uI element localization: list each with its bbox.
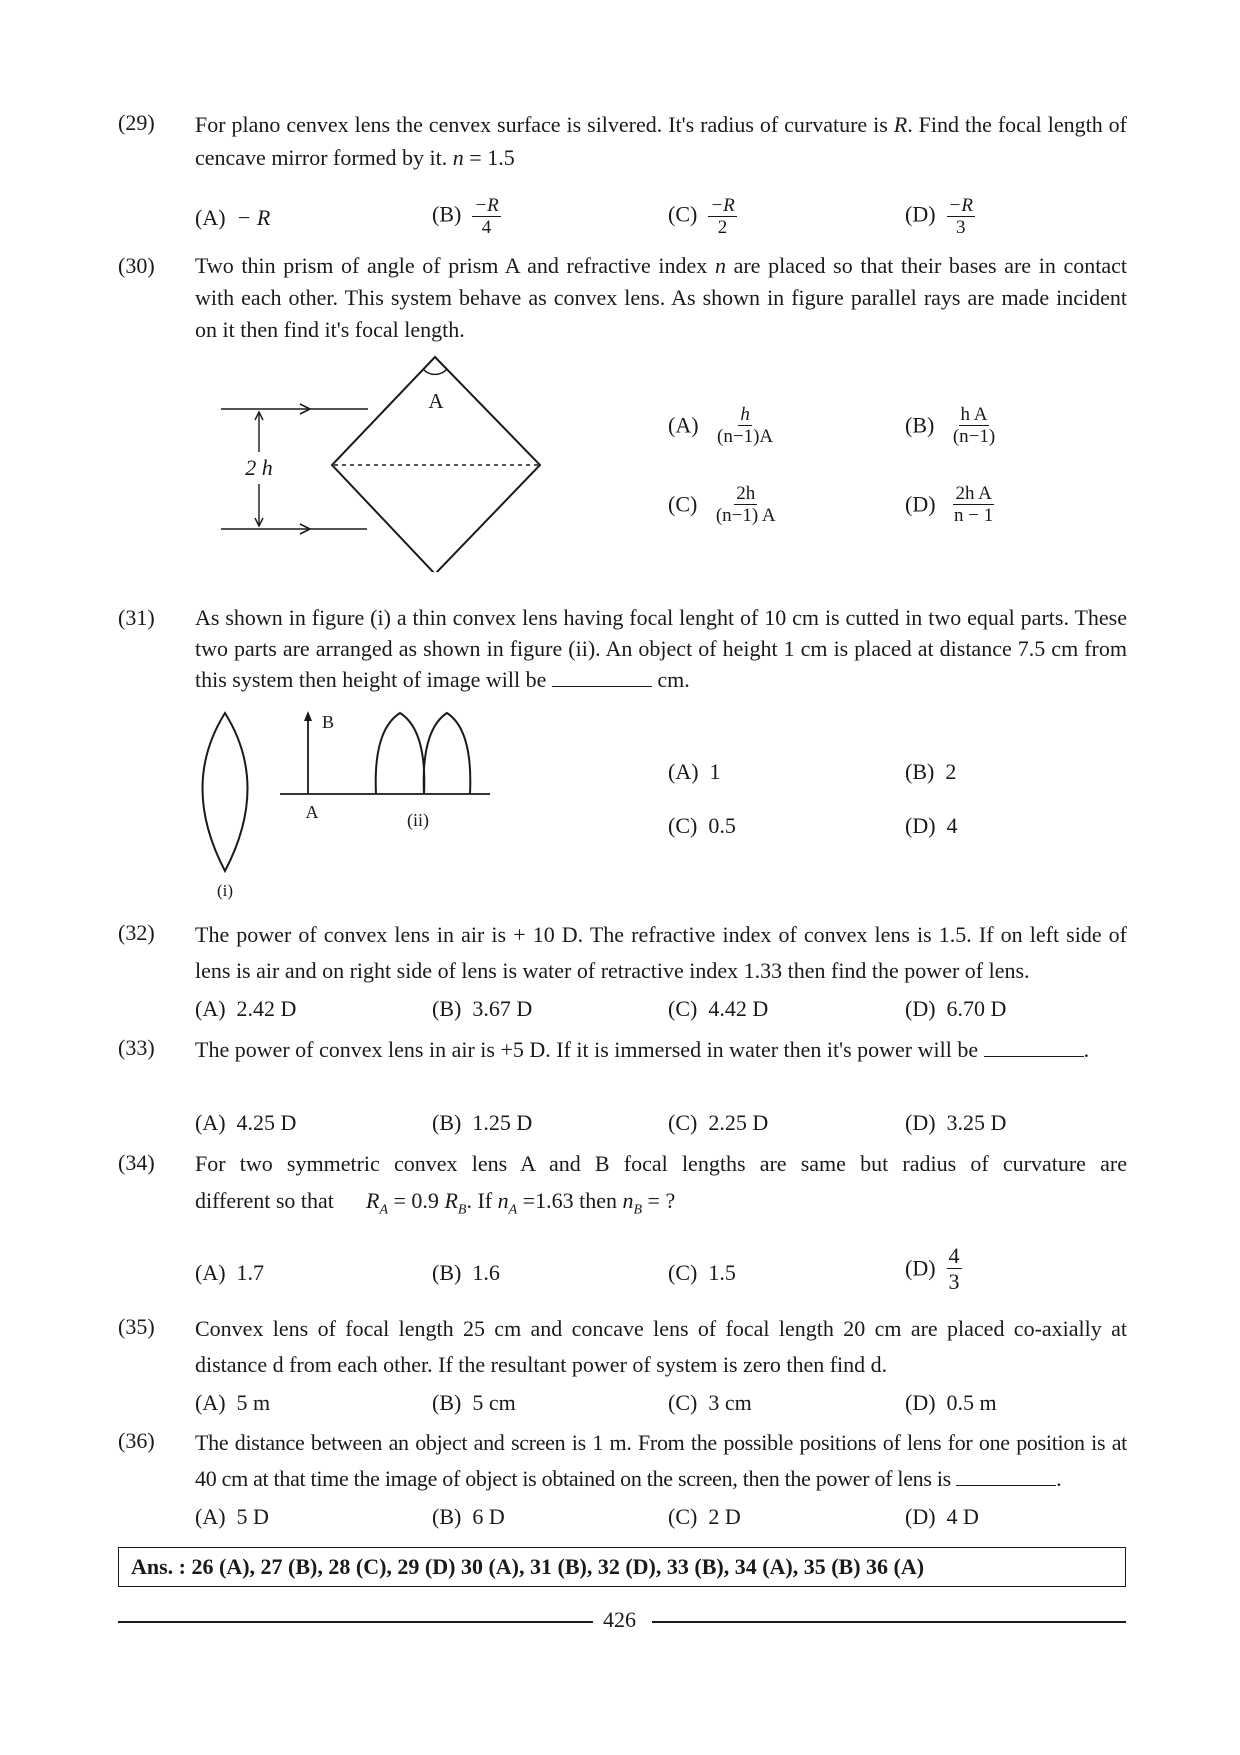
- q36-option-d[interactable]: (D) 4 D: [905, 1504, 979, 1529]
- figure-i-label: (i): [216, 881, 234, 900]
- q29-option-b-fraction: $\frac{-R}{4}$: [474, 195, 499, 238]
- answer-blank: [956, 1485, 1056, 1486]
- question-34-number: (34): [118, 1150, 155, 1175]
- q36-option-c[interactable]: (C) 2 D: [668, 1504, 741, 1529]
- q30-option-d[interactable]: (D) $\frac{\text{2h A}}{n - 1}$: [905, 483, 994, 526]
- page-number: 426: [603, 1607, 636, 1632]
- question-33-text: [195, 1032, 1127, 1068]
- q29-text-part: . Find the focal length of cencave mirror formed by it.: [195, 112, 1127, 170]
- convex-lens-full: [203, 713, 248, 871]
- q34-line-1: For two symmetric convex lens A and B focal lengths are same but radius of curvature are: [195, 1151, 1127, 1176]
- question-35-number: (35): [118, 1314, 155, 1339]
- q31-option-b[interactable]: (B) 2: [905, 759, 957, 784]
- q33-text-part: The power of convex lens in air is +5 D. If it is immersed in water then it's power will be: [195, 1037, 984, 1062]
- q29-option-c[interactable]: (C) $\frac{-R}{2}$: [668, 195, 735, 238]
- q34-option-d-fraction: $\frac{4}{3}$: [948, 1243, 960, 1294]
- q29-option-d-fraction: $\frac{-R}{3}$: [948, 195, 973, 238]
- answer-blank: [552, 686, 652, 687]
- q35-option-d[interactable]: (D) 0.5 m: [905, 1390, 997, 1415]
- question-29-number: (29): [118, 110, 155, 135]
- question-35-text: Convex lens of focal length 25 cm and concave lens of focal length 20 cm are placed co-axially at distance d from each other. If the resultant power of system is zero then find d.: [195, 1316, 1127, 1377]
- q30-option-c[interactable]: (C) $\frac{2h}{(n-1) A}$: [668, 483, 776, 526]
- q36-option-b[interactable]: (B) 6 D: [432, 1504, 505, 1529]
- q30-text-part: Two thin prism of angle of prism A and refractive index: [195, 253, 715, 278]
- q36-option-a[interactable]: (A) 5 D: [195, 1504, 269, 1529]
- question-34-text: [195, 1147, 1127, 1180]
- question-36-text: [195, 1425, 1127, 1497]
- q33-text-part: .: [1083, 1037, 1090, 1062]
- question-29-text: [195, 108, 1127, 174]
- answer-blank: [984, 1056, 1084, 1057]
- q29-text-part: = 1.5: [463, 145, 515, 170]
- q31-option-c[interactable]: (C) 0.5: [668, 813, 736, 838]
- q34-different-so-that: different so that: [195, 1188, 334, 1213]
- object-top-label: B: [321, 712, 335, 732]
- q35-option-a[interactable]: (A) 5 m: [195, 1390, 271, 1415]
- half-lens-right: [424, 713, 471, 794]
- q29-var-r: R: [893, 112, 908, 137]
- q29-var-n: n: [452, 145, 464, 170]
- q34-option-a[interactable]: (A) 1.7: [195, 1260, 265, 1285]
- q30-var-n: n: [714, 253, 726, 278]
- q32-option-c[interactable]: (C) 4.42 D: [668, 996, 769, 1021]
- q31-option-a[interactable]: (A) 1: [668, 759, 721, 784]
- object-arrowhead: [304, 711, 312, 721]
- question-36-number: (36): [118, 1428, 155, 1453]
- question-33-number: (33): [118, 1035, 155, 1060]
- q29-option-a[interactable]: (A) − R: [195, 205, 271, 230]
- q33-option-a[interactable]: (A) 4.25 D: [195, 1110, 297, 1135]
- q29-option-b[interactable]: (B) $\frac{-R}{4}$: [432, 195, 499, 238]
- q30-option-a-fraction: $\frac{h}{(n-1)A}$: [717, 404, 774, 447]
- footer-rule-left: [118, 1621, 593, 1623]
- half-lens-left: [376, 713, 425, 794]
- q34-option-c[interactable]: (C) 1.5: [668, 1260, 736, 1285]
- q33-option-b[interactable]: (B) 1.25 D: [432, 1110, 533, 1135]
- question-30-text: [195, 250, 1127, 346]
- object-base-label: A: [305, 802, 319, 822]
- question-32-number: (32): [118, 920, 155, 945]
- q34-option-d[interactable]: (D) $\frac{4}{3}$: [905, 1243, 960, 1294]
- figure-ii-label: (ii): [407, 810, 429, 830]
- answer-key-box: Ans. : 26 (A), 27 (B), 28 (C), 29 (D) 30 (A), 31 (B), 32 (D), 33 (B), 34 (A), 35 (B) 36 (A): [118, 1547, 1126, 1587]
- q31-text-part: As shown in figure (i) a thin convex lens having focal lenght of 10 cm is cutted in two equal parts. These two parts are arranged as shown in figure (ii). An object of height 1 cm is placed at distance 7.5 cm from this system then height of image will be: [195, 605, 1127, 692]
- q33-option-c[interactable]: (C) 2.25 D: [668, 1110, 769, 1135]
- q29-text-part: For plano cenvex lens the cenvex surface is silvered. It's radius of curvature is: [195, 112, 894, 137]
- q36-text-part: .: [1056, 1466, 1062, 1491]
- footer-rule-right: [652, 1621, 1126, 1623]
- prism-diagram: [215, 352, 555, 572]
- q30-text-part: are placed so that their bases are in contact with each other. This system behave as convex lens. As shown in figure parallel rays are made incident on it then find it's focal length.: [195, 253, 1127, 342]
- q33-option-d[interactable]: (D) 3.25 D: [905, 1110, 1007, 1135]
- question-31-text: [195, 602, 1127, 695]
- q32-option-d[interactable]: (D) 6.70 D: [905, 996, 1007, 1021]
- q36-text-part: The distance between an object and screen is 1 m. From the possible positions of lens for one position is at 40 cm at that time the image of object is obtained on the screen, then the power of lens is: [195, 1430, 1127, 1491]
- q34-option-b[interactable]: (B) 1.6: [432, 1260, 500, 1285]
- q30-option-c-fraction: $\frac{2h}{(n-1) A}$: [715, 483, 776, 526]
- apex-angle-arc: [423, 369, 447, 374]
- q30-option-a[interactable]: (A) $\frac{h}{(n-1)A}$: [668, 404, 774, 447]
- question-32-text: The power of convex lens in air is + 10 D. The refractive index of convex lens is 1.5. If on left side of lens is air and on right side of lens is water of retractive index 1.33 then find the power of lens.: [195, 922, 1127, 983]
- lens-diagram: [190, 708, 510, 908]
- q32-option-a[interactable]: (A) 2.42 D: [195, 996, 297, 1021]
- apex-angle-label: A: [428, 389, 444, 413]
- q34-formula-line: [195, 1188, 334, 1214]
- q32-option-b[interactable]: (B) 3.67 D: [432, 996, 533, 1021]
- q30-option-b[interactable]: (B) $\frac{\text{h A}}{(n-1)}$: [905, 404, 996, 447]
- q34-formula: $R_A = 0.9$ $R_B$. If $n_A =1.63$ then $n_B$ = ?: [366, 1188, 676, 1218]
- question-30-number: (30): [118, 253, 155, 278]
- q35-option-b[interactable]: (B) 5 cm: [432, 1390, 516, 1415]
- height-label: 2 h: [245, 455, 273, 480]
- q35-option-c[interactable]: (C) 3 cm: [668, 1390, 752, 1415]
- q29-option-c-fraction: $\frac{-R}{2}$: [710, 195, 735, 238]
- q29-option-d[interactable]: (D) $\frac{-R}{3}$: [905, 195, 973, 238]
- q30-option-b-fraction: $\frac{\text{h A}}{(n-1)}$: [952, 404, 996, 447]
- q31-option-d[interactable]: (D) 4: [905, 813, 958, 838]
- q30-option-d-fraction: $\frac{\text{2h A}}{n - 1}$: [954, 483, 994, 526]
- question-31-number: (31): [118, 605, 155, 630]
- q31-text-part: cm.: [651, 667, 690, 692]
